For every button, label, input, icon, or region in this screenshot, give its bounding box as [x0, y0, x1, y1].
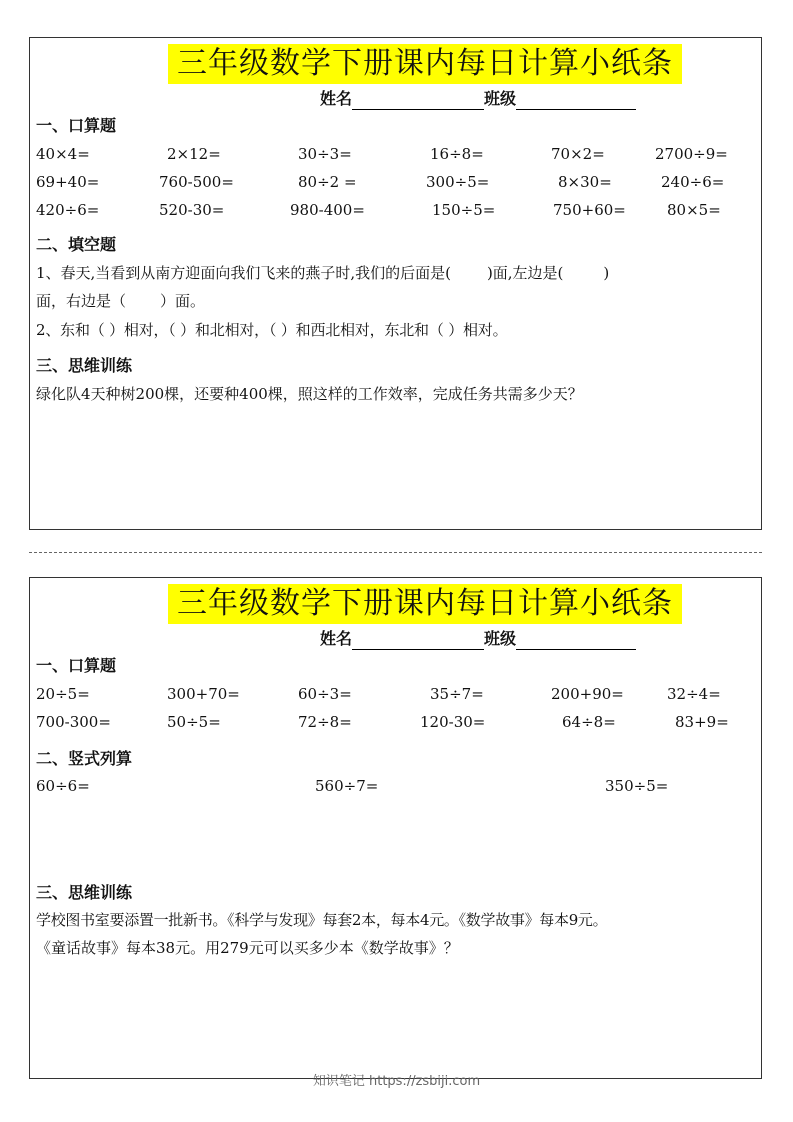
oral-problem: 2700÷9= [655, 145, 728, 163]
oral-problem: 70×2= [551, 145, 605, 163]
worksheet-title: 三年级数学下册课内每日计算小纸条 [168, 584, 682, 624]
thinking-question-line-1: 学校图书室要添置一批新书。《科学与发现》每套2本，每本4元。《数学故事》每本9元。 [36, 911, 608, 929]
cut-line [29, 552, 762, 553]
oral-problem: 240÷6= [661, 173, 725, 191]
watermark: 知识笔记 https://zsbiji.com [312, 1074, 481, 1089]
oral-problem: 760-500= [159, 173, 234, 191]
oral-problem: 50÷5= [167, 713, 221, 731]
oral-row-1 [30, 142, 761, 166]
section-heading-thinking: 三、思维训练 [36, 883, 133, 902]
worksheet-card-1 [29, 37, 762, 530]
oral-problem: 750+60= [553, 201, 626, 219]
oral-row-2 [30, 710, 761, 734]
oral-problem: 8×30= [558, 173, 612, 191]
thinking-question: 绿化队4天种树200棵，还要种400棵，照这样的工作效率，完成任务共需多少天？ [36, 385, 583, 403]
oral-problem: 80×5= [667, 201, 721, 219]
vertical-problem: 60÷6= [36, 777, 90, 795]
fill-question-1: 1、春天,当看到从南方迎面向我们飞来的燕子时,我们的后面是( )面,左边是( ) [36, 264, 610, 282]
oral-problem: 980-400= [290, 201, 365, 219]
section-heading-oral: 一、口算题 [36, 116, 117, 135]
oral-problem: 64÷8= [562, 713, 616, 731]
worksheet-title: 三年级数学下册课内每日计算小纸条 [168, 44, 682, 84]
vertical-problem: 560÷7= [315, 777, 379, 795]
oral-problem: 200+90= [551, 685, 624, 703]
oral-problem: 20÷5= [36, 685, 90, 703]
oral-problem: 69+40= [36, 173, 100, 191]
name-blank [352, 631, 484, 650]
name-label: 姓名 [320, 629, 353, 648]
name-class-bar [320, 88, 636, 110]
oral-problem: 60÷3= [298, 685, 352, 703]
oral-problem: 32÷4= [667, 685, 721, 703]
section-heading-thinking: 三、思维训练 [36, 356, 133, 375]
section-heading-fill: 二、填空题 [36, 235, 117, 254]
oral-problem: 83+9= [675, 713, 729, 731]
vertical-problem: 350÷5= [605, 777, 669, 795]
oral-problem: 40×4= [36, 145, 90, 163]
fill-question-2: 2、东和（ ）相对，（ ）和北相对，（ ）和西北相对，东北和（ ）相对。 [36, 321, 508, 339]
oral-problem: 420÷6= [36, 201, 100, 219]
oral-problem: 120-30= [420, 713, 486, 731]
oral-row-2 [30, 170, 761, 194]
name-blank [352, 91, 484, 110]
thinking-question-line-2: 《童话故事》每本38元。用279元可以买多少本《数学故事》？ [36, 939, 459, 957]
section-heading-oral: 一、口算题 [36, 656, 117, 675]
class-label: 班级 [484, 629, 517, 648]
oral-problem: 72÷8= [298, 713, 352, 731]
oral-problem: 30÷3= [298, 145, 352, 163]
class-blank [516, 91, 636, 110]
fill-question-1-cont: 面，右边是（ ）面。 [36, 292, 206, 310]
oral-row-1 [30, 682, 761, 706]
oral-problem: 150÷5= [432, 201, 496, 219]
oral-problem: 700-300= [36, 713, 111, 731]
oral-problem: 300÷5= [426, 173, 490, 191]
oral-row-3 [30, 198, 761, 222]
worksheet-card-2 [29, 577, 762, 1079]
oral-problem: 80÷2 = [298, 173, 357, 191]
name-label: 姓名 [320, 89, 353, 108]
oral-problem: 520-30= [159, 201, 225, 219]
oral-problem: 2×12= [167, 145, 221, 163]
oral-problem: 35÷7= [430, 685, 484, 703]
oral-problem: 300+70= [167, 685, 240, 703]
section-heading-vertical: 二、竖式列算 [36, 749, 133, 768]
name-class-bar [320, 628, 636, 650]
oral-problem: 16÷8= [430, 145, 484, 163]
class-label: 班级 [484, 89, 517, 108]
class-blank [516, 631, 636, 650]
vertical-row [30, 774, 761, 798]
